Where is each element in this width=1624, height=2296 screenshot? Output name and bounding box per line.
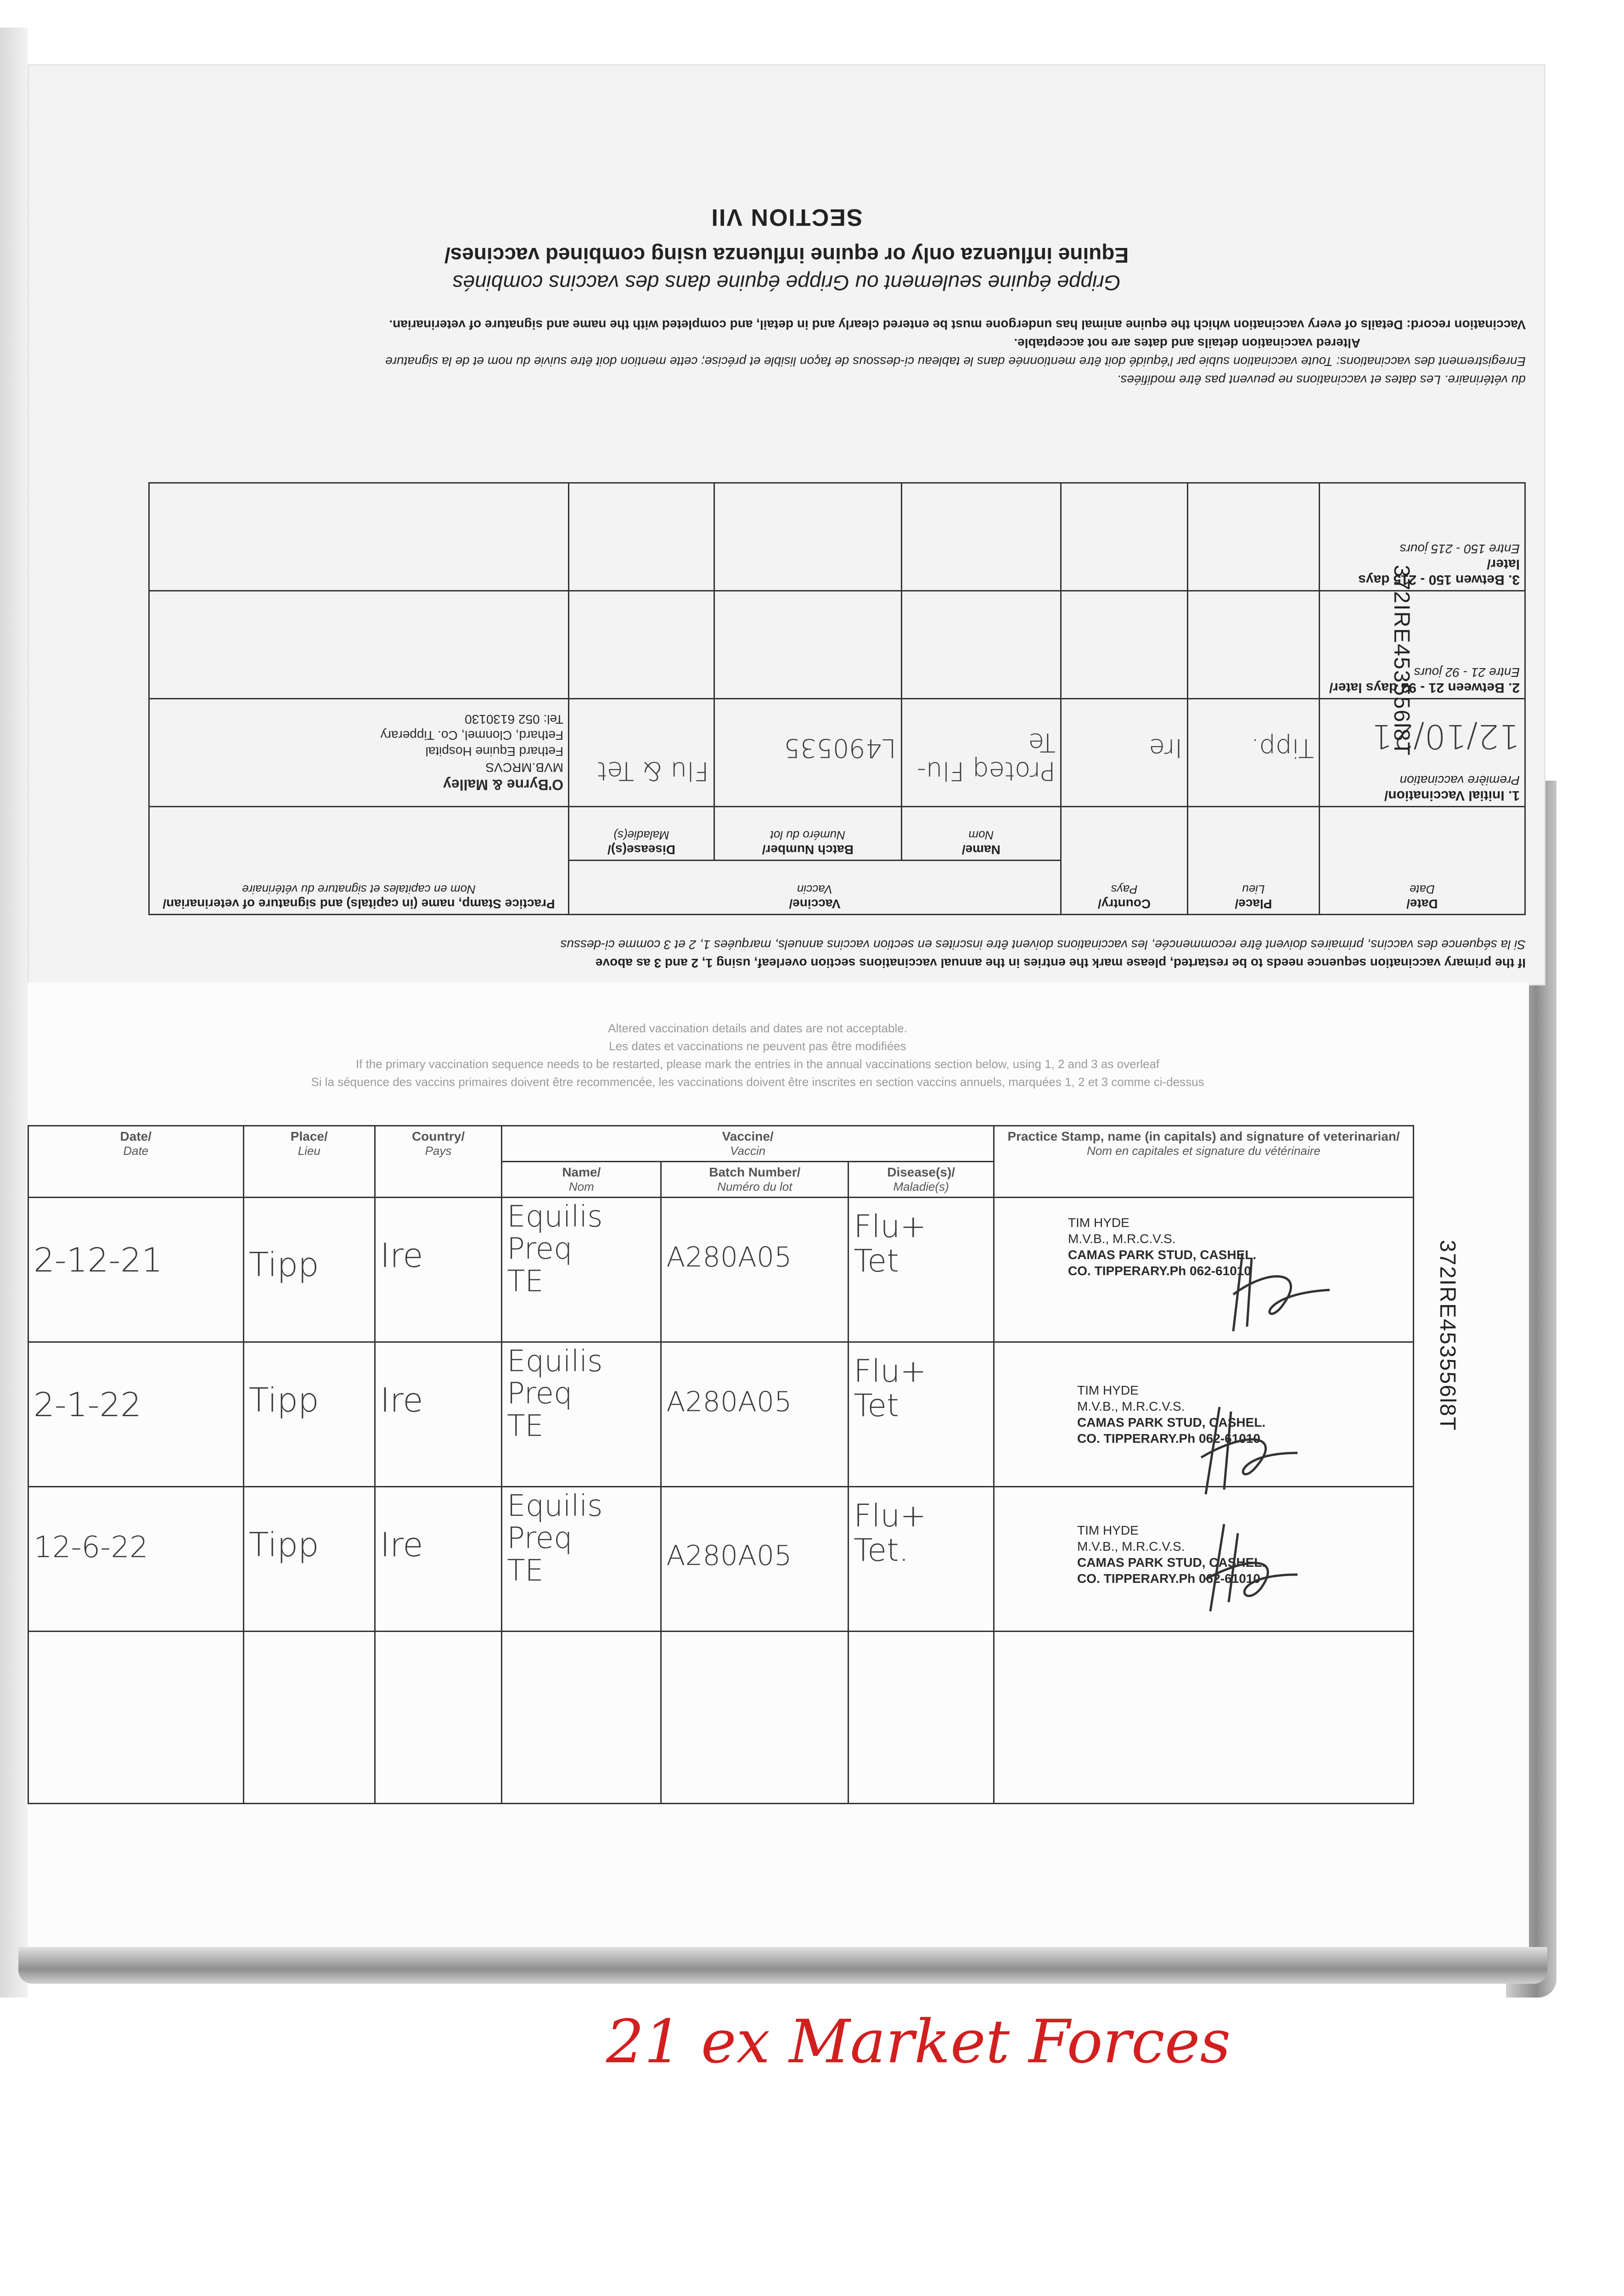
record-note-fr2: du vétérinaire. Les dates et vaccinations ne peuvent pas être modifiées. bbox=[1117, 373, 1526, 387]
practice-stamp: TIM HYDE M.V.B., M.R.C.V.S. CAMAS PARK STUD, CASHEL. CO. TIPPERARY.Ph 062-61010 bbox=[1077, 1523, 1266, 1586]
footer-note-en: If the primary vaccination sequence needs to be restarted, please mark the entries in the annual vaccinations section overleaf, using 1, 2 and 3 as above bbox=[595, 956, 1526, 970]
table-row bbox=[28, 1487, 1414, 1632]
record-note-en2: Altered vaccination details and dates are not acceptable. bbox=[1014, 336, 1360, 350]
section-title: SECTION VII bbox=[710, 204, 863, 231]
header-batch-number: Batch Number/ Numéro du lot bbox=[661, 1162, 849, 1198]
date-value: 12-6-22 bbox=[34, 1531, 148, 1564]
disease-value: Flu+ Tet bbox=[854, 1353, 927, 1424]
record-note-en: Vaccination record: Details of every vaccination which the equine animal has undergone must be entered clearly and in detail, and completed with the name and signature of veterinarian. bbox=[389, 318, 1526, 332]
lower-faded-notes bbox=[92, 1019, 1423, 1091]
veterinarian-signature bbox=[1215, 1239, 1334, 1340]
header-vaccine-name: Name/ Nom bbox=[502, 1162, 661, 1198]
date-value: 2-12-21 bbox=[34, 1241, 163, 1279]
primary-vaccination-table bbox=[148, 482, 1526, 915]
upper-page-content bbox=[29, 66, 1544, 984]
date-value: 2-1-22 bbox=[34, 1385, 142, 1424]
faded-note: If the primary vaccination sequence needs to be restarted, please mark the entries in the annual vaccinations section below, using 1, 2 and 3 as overleaf bbox=[355, 1057, 1160, 1071]
row-label: 2. Between 21 - 92 days later/ Entre 21 - 92 jours bbox=[1329, 665, 1520, 695]
binder-edge-bottom bbox=[18, 1947, 1547, 1984]
practice-stamp: TIM HYDE M.V.B., M.R.C.V.S. CAMAS PARK STUD, CASHEL. CO. TIPPERARY.Ph 062-61010 bbox=[1068, 1216, 1257, 1278]
veterinarian-signature bbox=[1187, 1398, 1307, 1499]
header-disease: Disease(s)/ Maladie(s) bbox=[849, 1162, 994, 1198]
header-disease: Disease(s)/ Maladie(s) bbox=[569, 807, 714, 861]
country-value: Ire bbox=[380, 1381, 423, 1419]
place-value: Tipp bbox=[248, 1245, 319, 1284]
batch-number-value: A280A05 bbox=[666, 1540, 792, 1572]
header-batch-number: Batch Number/ Numéro du lot bbox=[714, 807, 901, 861]
footer-note-fr: Si la séquence des vaccins, primaires doivent être recommencée, les vaccinations doivent être inscrites en section vaccins annuels, marquées 1, 2 et 3 comme ci-dessus bbox=[560, 938, 1526, 952]
header-practice-stamp: Practice Stamp, name (in capitals) and signature of veterinarian/ Nom en capitales et signature du vétérinaire bbox=[994, 1126, 1414, 1198]
handwritten-annotation: 21 ex Market Forces bbox=[606, 2007, 1231, 2077]
table-row bbox=[149, 591, 1525, 699]
table-row bbox=[28, 1342, 1414, 1487]
date-value: 12/10/21 bbox=[1371, 717, 1520, 756]
table-row bbox=[28, 1198, 1414, 1342]
header-practice-stamp: Practice Stamp, name (in capitals) and signature of veterinarian/ Nom en capitales et signature du vétérinaire bbox=[149, 807, 569, 915]
row-label: 3. Betwen 150 - 215 days later/ Entre 150 - 215 jours bbox=[1358, 542, 1520, 587]
veterinarian-signature bbox=[1187, 1515, 1307, 1616]
disease-value: Flu+ Tet bbox=[854, 1209, 927, 1279]
header-country: Country/ Pays bbox=[375, 1126, 501, 1198]
disease-value: Flu & Tet bbox=[597, 756, 709, 786]
batch-number-value: A280A05 bbox=[666, 1241, 792, 1273]
binder-edge-left bbox=[0, 28, 28, 1998]
country-value: Ire bbox=[380, 1525, 423, 1564]
vaccine-name-value: Proteq Flu-Te bbox=[916, 727, 1056, 786]
header-vaccine: Vaccine/ Vaccin bbox=[502, 1126, 994, 1162]
header-date: Date/ Date bbox=[1319, 807, 1525, 915]
place-value: Tipp. bbox=[1251, 733, 1314, 763]
faded-note: Altered vaccination details and dates are not acceptable. bbox=[608, 1021, 907, 1035]
batch-number-value: A280A05 bbox=[666, 1386, 792, 1418]
vaccine-name-value: Equilis Preq TE bbox=[507, 1489, 603, 1588]
header-vaccine: Vaccine/ Vaccin bbox=[569, 861, 1061, 915]
vaccine-name-value: Equilis Preq TE bbox=[507, 1345, 603, 1443]
header-place: Place/ Lieu bbox=[243, 1126, 375, 1198]
upper-passport-page bbox=[28, 64, 1545, 985]
country-value: Ire bbox=[1149, 733, 1183, 763]
header-country: Country/ Pays bbox=[1061, 807, 1187, 915]
lower-passport-id: 372IRE453556l8T bbox=[1435, 1240, 1460, 1431]
record-note-fr: Enregistrement des vaccinations: Toute vaccination subie par l'équidé doit être mentionnée dans le tableau ci-dessous de façon lisible et précise; cette mention doit être suivie du nom et de la signature bbox=[385, 355, 1526, 369]
table-row bbox=[149, 483, 1525, 591]
header-date: Date/ Date bbox=[28, 1126, 244, 1198]
section-heading-fr: Grippe équine seulement ou Grippe équine dans des vaccins combinés bbox=[452, 271, 1121, 295]
batch-number-value: L490535 bbox=[783, 733, 896, 763]
faded-note: Si la séquence des vaccins primaires doivent être recommencée, les vaccinations doivent être inscrites en section vaccins annuels, marquées 1, 2 et 3 comme ci-dessus bbox=[311, 1075, 1204, 1089]
practice-stamp: O'Byrne & Malley MVB.MRCVS Fethard Equine Hospital Fethard, Clonmel, Co. Tipperary Tel: 052 6130130 bbox=[380, 712, 564, 793]
table-row bbox=[149, 699, 1525, 807]
row-label: 1. Initial Vaccination/ Première vaccination bbox=[1384, 773, 1520, 803]
header-place: Place/ Lieu bbox=[1188, 807, 1319, 915]
row-label-cell bbox=[1319, 699, 1525, 807]
faded-note: Les dates et vaccinations ne peuvent pas être modifiées bbox=[609, 1039, 906, 1053]
disease-value: Flu+ Tet. bbox=[854, 1498, 927, 1569]
place-value: Tipp bbox=[248, 1525, 319, 1564]
upper-passport-id: 372IRE453556l8T bbox=[1389, 565, 1414, 756]
place-value: Tipp bbox=[248, 1381, 319, 1419]
annual-vaccination-table bbox=[28, 1125, 1414, 1804]
vaccine-name-value: Equilis Preq TE bbox=[507, 1200, 603, 1299]
section-heading-en: Equine influenza only or equine influenza using combined vaccines/ bbox=[444, 243, 1129, 267]
practice-stamp: TIM HYDE M.V.B., M.R.C.V.S. CAMAS PARK STUD, CASHEL. CO. TIPPERARY.Ph 062-61010 bbox=[1077, 1383, 1266, 1446]
header-vaccine-name: Name/ Nom bbox=[901, 807, 1061, 861]
country-value: Ire bbox=[380, 1236, 423, 1275]
table-row bbox=[28, 1632, 1414, 1804]
